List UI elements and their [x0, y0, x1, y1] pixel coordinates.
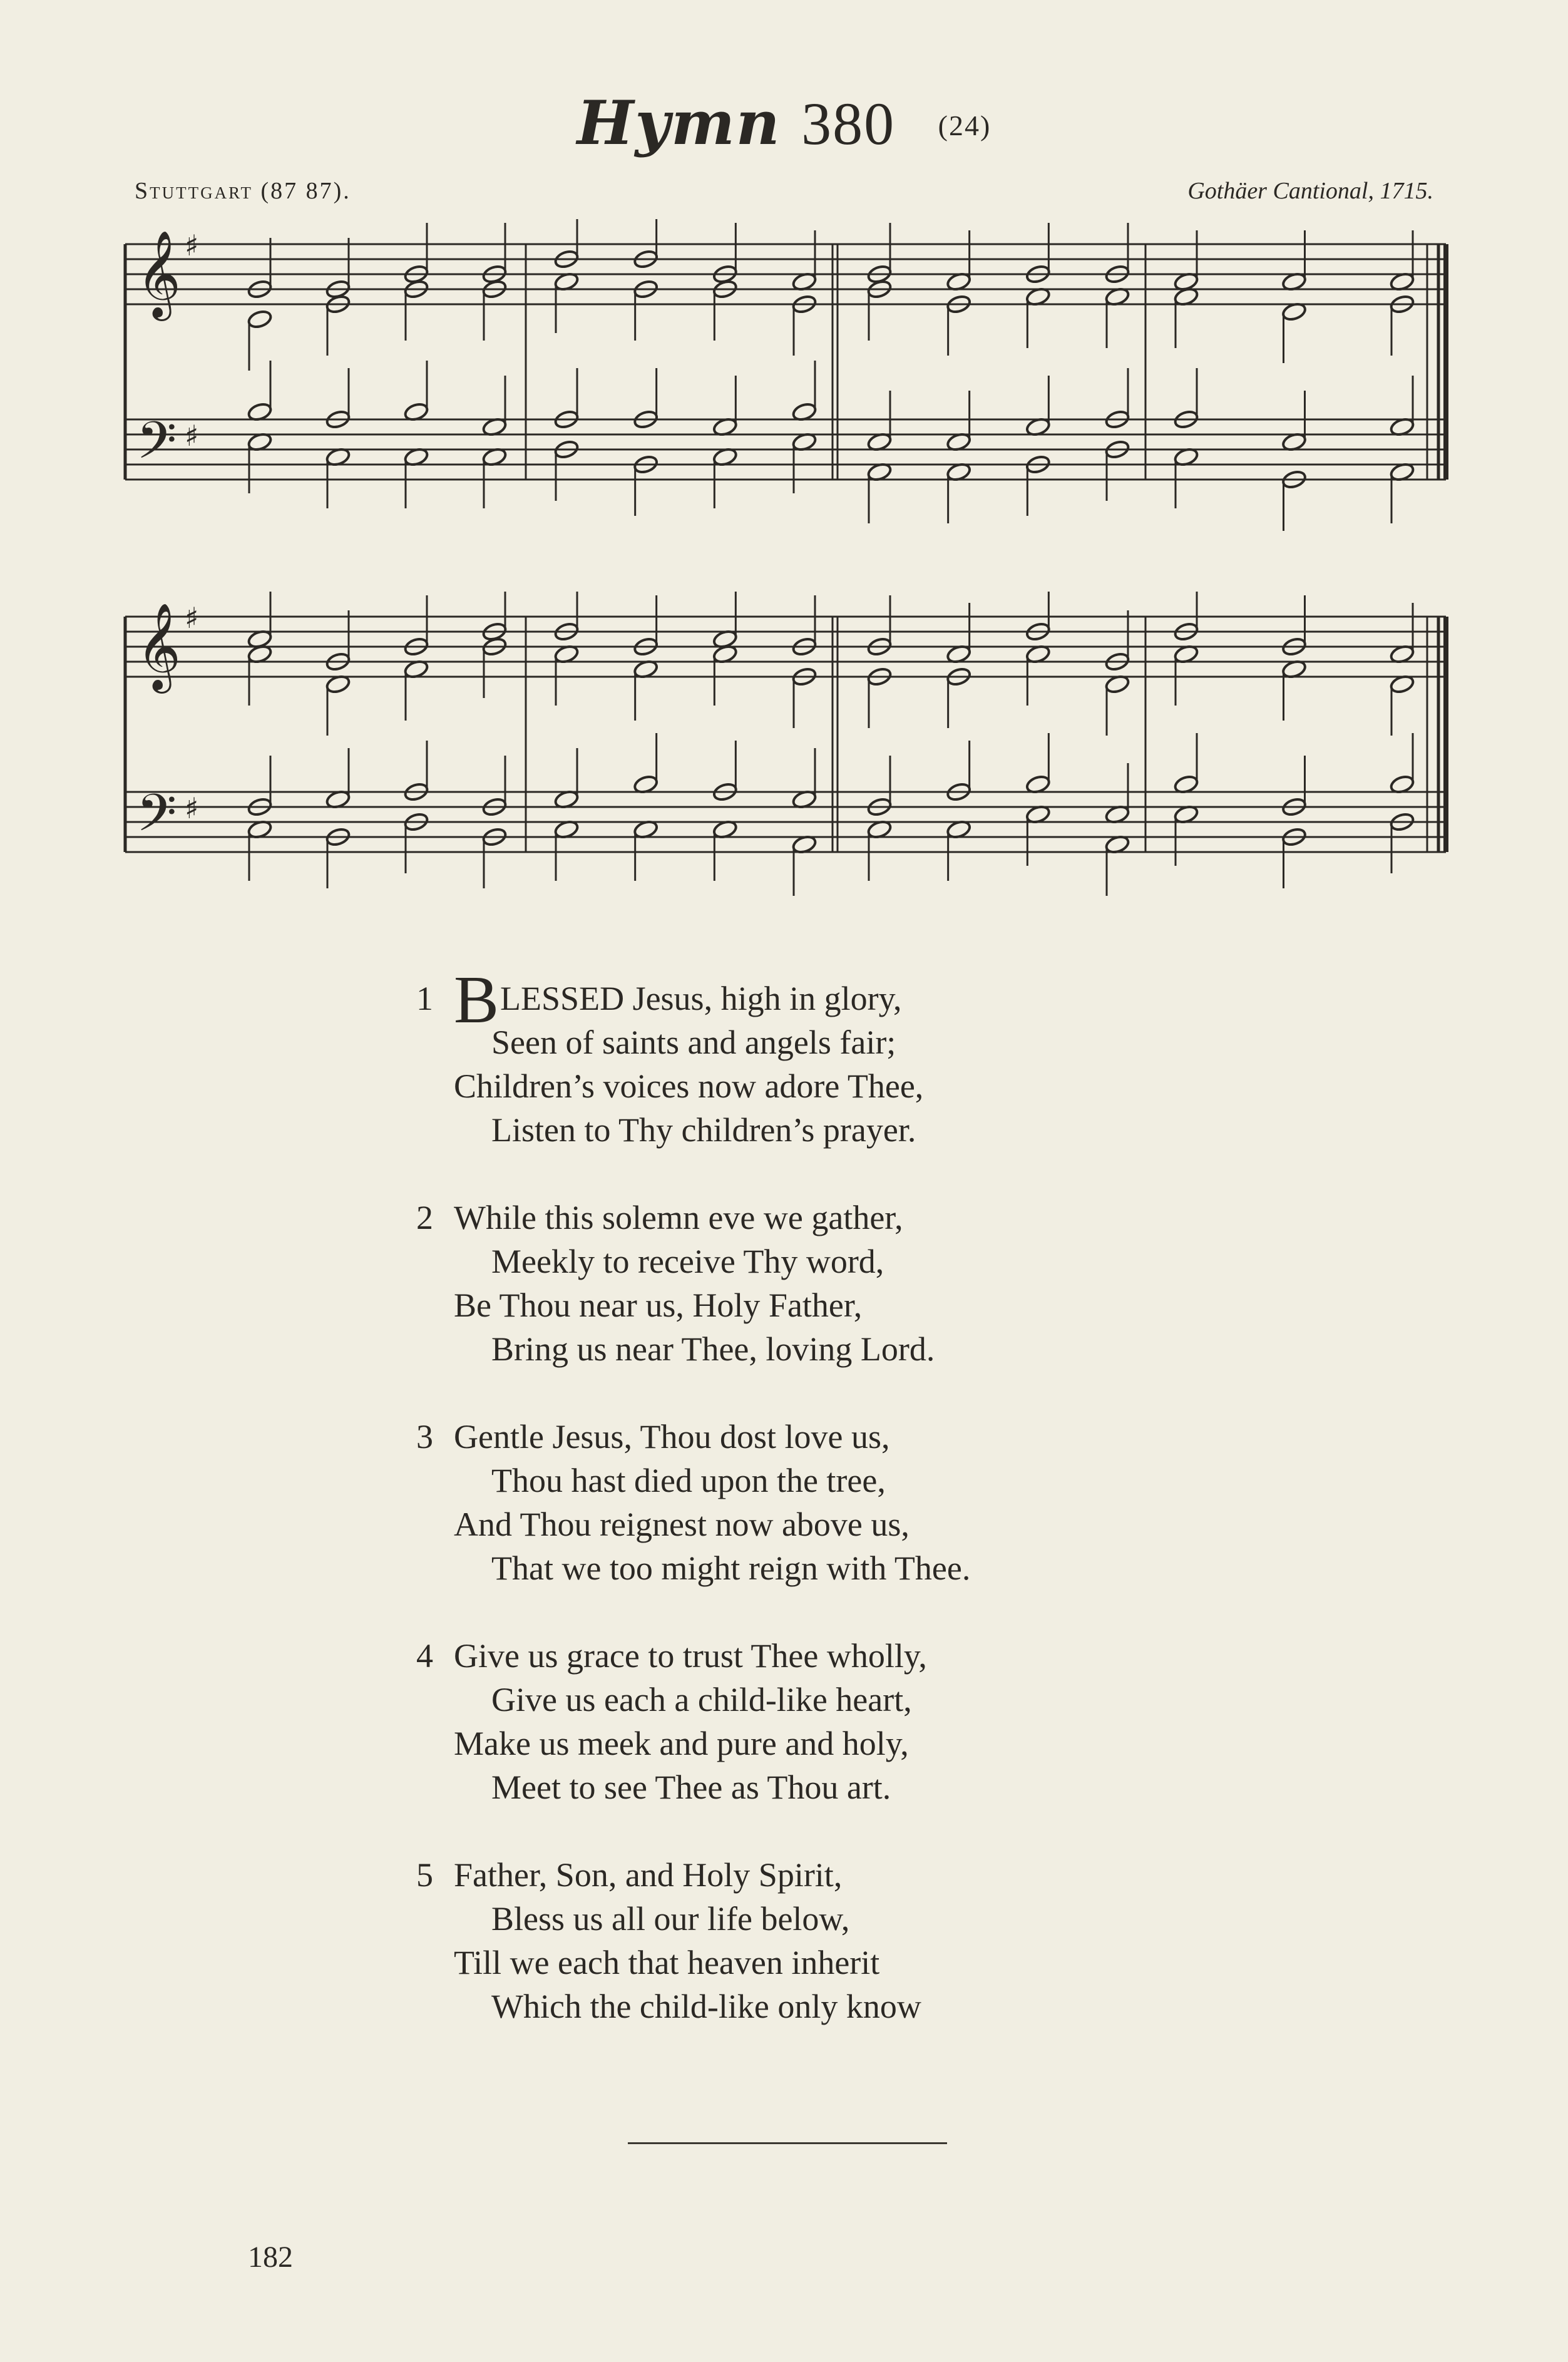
verse-line-text: Gentle Jesus, Thou dost love us, [454, 1418, 890, 1456]
tune-name: Stuttgart (87 87). [135, 178, 351, 204]
verse [416, 963, 1268, 1152]
verse-number: 3 [416, 1418, 433, 1456]
verse-line-text: LESSED Jesus, high in glory, [500, 980, 902, 1017]
svg-text:𝄞: 𝄞 [136, 230, 181, 317]
hymn-number: 380 [801, 90, 896, 157]
hymn-title [0, 88, 1568, 158]
verse-line [454, 1678, 1268, 1722]
verse-line [454, 1722, 1268, 1765]
verse-line-text: Father, Son, and Holy Spirit, [454, 1856, 843, 1894]
svg-text:𝄞: 𝄞 [136, 603, 181, 690]
hymn-text [416, 963, 1268, 2072]
verse-line-text: Children’s voices now adore Thee, [454, 1067, 924, 1105]
tune-source: Gothäer Cantional, 1715. [1187, 178, 1433, 204]
verse-line-text: Bring us near Thee, loving Lord. [491, 1330, 935, 1368]
music-notation-2 [119, 592, 1452, 930]
svg-text:𝄢: 𝄢 [136, 783, 177, 856]
svg-text:♯: ♯ [185, 228, 199, 262]
verse-line [454, 1502, 1268, 1546]
verse-number: 2 [416, 1199, 433, 1236]
verse-line [454, 1985, 1268, 2028]
music-system-1 [119, 219, 1452, 557]
verse-line-text: Thou hast died upon the tree, [491, 1462, 886, 1499]
music-system-2 [119, 592, 1452, 930]
verse-line-text: That we too might reign with Thee. [491, 1549, 971, 1587]
verse [416, 1853, 1268, 2028]
verse-line [454, 963, 1268, 1037]
verse-line-text: Listen to Thy children’s prayer. [491, 1111, 916, 1149]
verse-line-text: Make us meek and pure and holy, [454, 1725, 909, 1762]
verse-line-text: Give us grace to trust Thee wholly, [454, 1637, 927, 1675]
verse-line [454, 1459, 1268, 1502]
drop-cap: B [454, 963, 500, 1037]
verse-line [454, 1196, 1268, 1240]
verse-line-text: Meet to see Thee as Thou art. [491, 1769, 891, 1806]
verse-line-text: Bless us all our life below, [491, 1900, 850, 1938]
svg-text:♯: ♯ [185, 419, 199, 453]
verse [416, 1415, 1268, 1590]
title-word: Hymn [576, 88, 781, 158]
verse-line [454, 1327, 1268, 1371]
verse-line [454, 1634, 1268, 1678]
verse-number: 5 [416, 1856, 433, 1894]
verse-line [454, 1020, 1268, 1064]
verse-line-text: Be Thou near us, Holy Father, [454, 1286, 863, 1324]
verse-line [454, 1240, 1268, 1283]
verse-line [454, 1853, 1268, 1897]
alternate-number: (24) [938, 110, 992, 141]
verse-line-text: Give us each a child-like heart, [491, 1681, 912, 1718]
verse-line-text: Which the child-like only know [491, 1988, 921, 2025]
verse-line [454, 1941, 1268, 1985]
verse [416, 1196, 1268, 1371]
verse-line [454, 1897, 1268, 1941]
verse-line [454, 1108, 1268, 1152]
verse-line-text: Meekly to receive Thy word, [491, 1243, 884, 1280]
verse-line [454, 1064, 1268, 1108]
end-rule [628, 2142, 947, 2144]
svg-text:♯: ♯ [185, 791, 199, 825]
verse-line-text: Seen of saints and angels fair; [491, 1024, 896, 1061]
page-number: 182 [248, 2241, 293, 2274]
verse [416, 1634, 1268, 1809]
svg-text:𝄢: 𝄢 [136, 410, 177, 483]
verse-line [454, 1765, 1268, 1809]
verse-line-text: Till we each that heaven inherit [454, 1944, 880, 1981]
verse-line-text: While this solemn eve we gather, [454, 1199, 903, 1236]
verse-line [454, 1283, 1268, 1327]
verse-line [454, 1415, 1268, 1459]
verse-line [454, 1546, 1268, 1590]
svg-text:♯: ♯ [185, 601, 199, 635]
verse-line-text: And Thou reignest now above us, [454, 1506, 910, 1543]
verse-number: 4 [416, 1637, 433, 1675]
verse-number: 1 [416, 980, 433, 1017]
music-notation-1 [119, 219, 1452, 557]
